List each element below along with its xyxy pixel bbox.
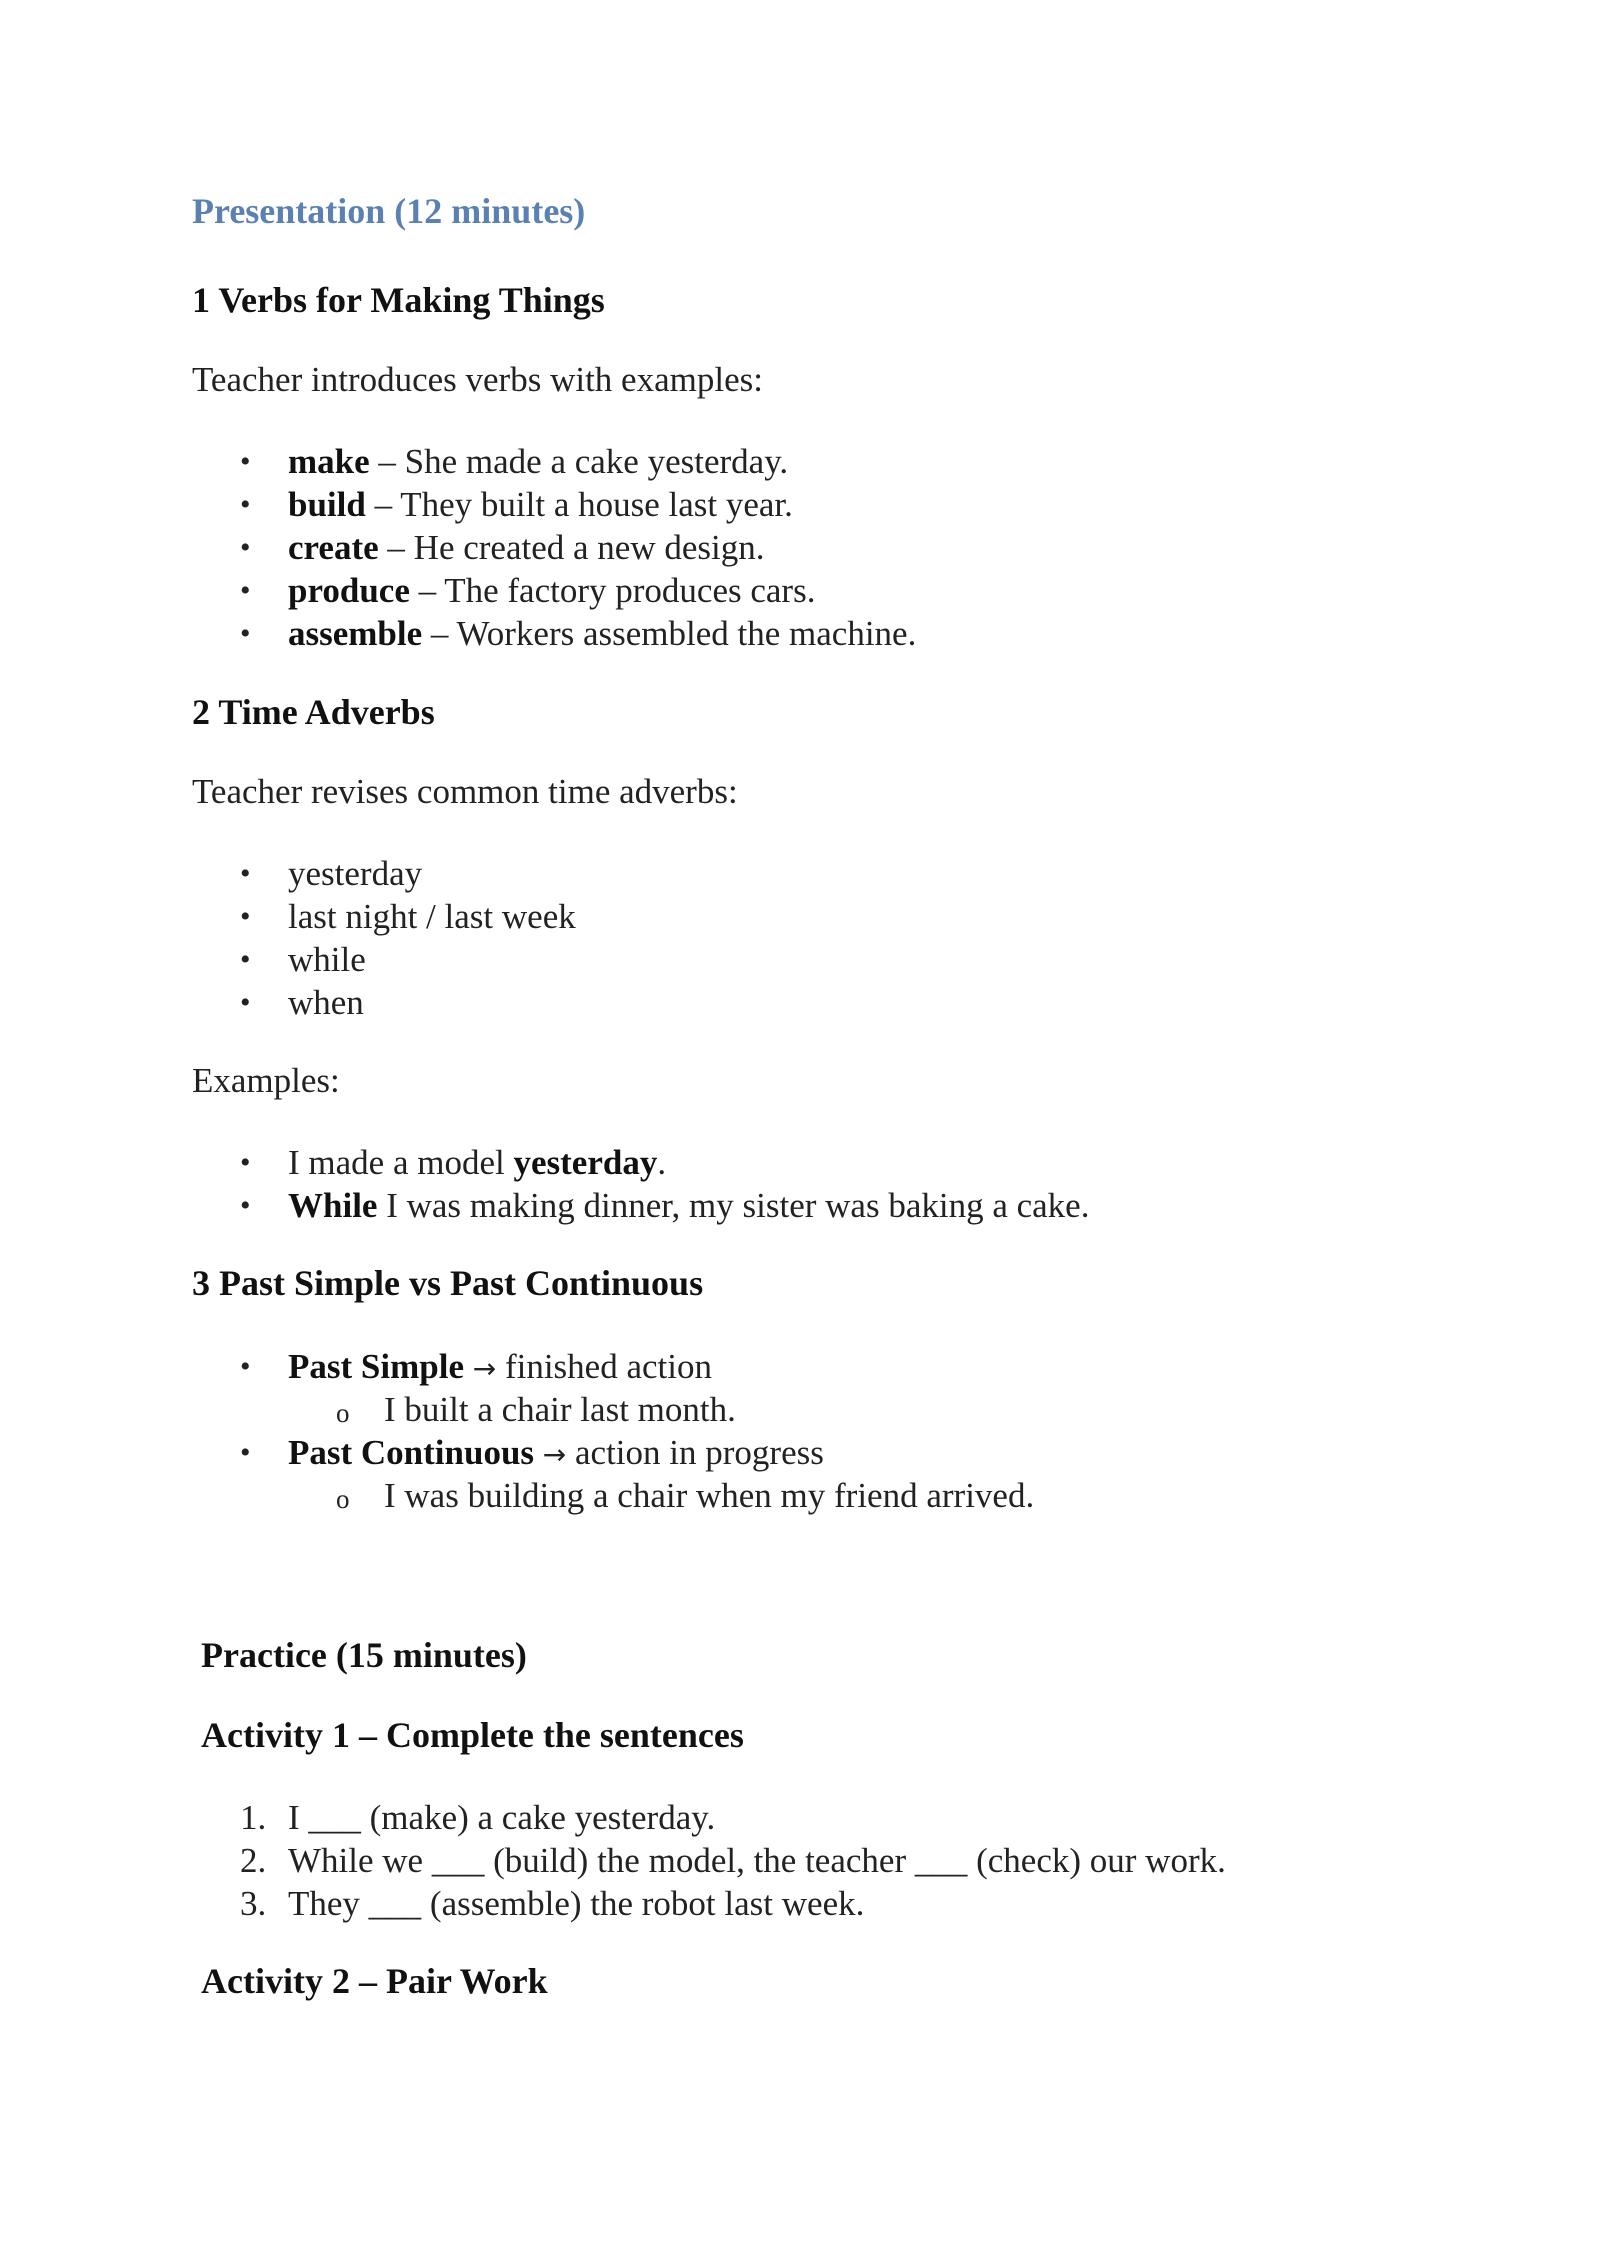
bullet-icon: • xyxy=(240,1436,251,1469)
item-number: 3. xyxy=(240,1884,267,1923)
list-item xyxy=(192,1184,1089,1227)
adverb: yesterday xyxy=(288,854,423,893)
tense-desc: action in progress xyxy=(575,1433,824,1472)
activity2-heading: Activity 2 – Pair Work xyxy=(201,1961,548,2001)
practice-heading: Practice (15 minutes) xyxy=(201,1635,527,1675)
arrow-right-icon: → xyxy=(542,1438,567,1471)
example-post: . xyxy=(657,1143,667,1182)
item-text: They ___ (assemble) the robot last week. xyxy=(288,1884,865,1923)
adverb: while xyxy=(288,940,366,979)
verbs-intro: Teacher introduces verbs with examples: xyxy=(192,360,763,399)
list-item xyxy=(192,852,576,895)
tense-example: I built a chair last month. xyxy=(384,1390,736,1429)
list-item xyxy=(192,1345,938,1388)
tense-example: I was building a chair when my friend arrived. xyxy=(384,1476,1035,1515)
verb-word: make xyxy=(288,442,370,481)
bullet-icon: • xyxy=(240,1146,251,1179)
list-item xyxy=(192,612,916,655)
bullet-icon: • xyxy=(240,617,251,650)
bullet-icon: • xyxy=(240,986,251,1019)
bullet-icon: • xyxy=(240,1350,251,1383)
tense-name: Past Simple xyxy=(288,1347,464,1386)
presentation-heading: Presentation (12 minutes) xyxy=(192,191,586,231)
bullet-icon: • xyxy=(240,943,251,976)
example-bold: yesterday xyxy=(513,1143,658,1182)
verb-example: – She made a cake yesterday. xyxy=(369,442,789,481)
list-item xyxy=(192,938,576,981)
sub-bullet-icon: o xyxy=(336,1398,350,1428)
tenses-list xyxy=(192,1345,1035,1517)
adverbs-list xyxy=(192,852,576,1024)
list-item xyxy=(192,1882,1226,1925)
list-item xyxy=(192,981,576,1024)
verb-example: – They built a house last year. xyxy=(365,485,793,524)
adverbs-intro: Teacher revises common time adverbs: xyxy=(192,772,738,811)
verb-word: produce xyxy=(288,571,410,610)
verbs-list xyxy=(192,440,916,655)
item-text: While we ___ (build) the model, the teacher ___ (check) our work. xyxy=(288,1841,1226,1880)
bullet-icon: • xyxy=(240,574,251,607)
bullet-icon: • xyxy=(240,488,251,521)
list-item xyxy=(192,1141,1089,1184)
list-item xyxy=(192,1474,1035,1517)
verb-example: – Workers assembled the machine. xyxy=(422,614,917,653)
bullet-icon: • xyxy=(240,531,251,564)
bullet-icon: • xyxy=(240,857,251,890)
list-item xyxy=(192,1388,938,1431)
adverb: last night / last week xyxy=(288,897,576,936)
examples-list xyxy=(192,1141,1089,1227)
list-item xyxy=(192,483,916,526)
example-pre: I made a model xyxy=(288,1143,514,1182)
list-item xyxy=(192,1796,1226,1839)
bullet-icon: • xyxy=(240,1189,251,1222)
arrow-right-icon: → xyxy=(472,1352,497,1385)
activity1-heading: Activity 1 – Complete the sentences xyxy=(201,1715,744,1755)
list-item xyxy=(192,895,576,938)
example-post: I was making dinner, my sister was baking a cake. xyxy=(377,1186,1090,1225)
item-number: 1. xyxy=(240,1798,267,1837)
examples-label: Examples: xyxy=(192,1061,340,1100)
example-bold: While xyxy=(288,1186,378,1225)
verbs-heading: 1 Verbs for Making Things xyxy=(192,280,605,320)
past-tenses-heading: 3 Past Simple vs Past Continuous xyxy=(192,1263,704,1303)
tense-desc: finished action xyxy=(504,1347,712,1386)
bullet-icon: • xyxy=(240,900,251,933)
adverbs-heading: 2 Time Adverbs xyxy=(192,692,435,732)
verb-example: – The factory produces cars. xyxy=(409,571,816,610)
item-number: 2. xyxy=(240,1841,267,1880)
verb-example: – He created a new design. xyxy=(378,528,765,567)
tense-name: Past Continuous xyxy=(288,1433,535,1472)
sub-bullet-icon: o xyxy=(336,1484,350,1514)
bullet-icon: • xyxy=(240,445,251,478)
list-item xyxy=(192,526,916,569)
verb-word: assemble xyxy=(288,614,423,653)
verb-word: create xyxy=(288,528,379,567)
activity1-list xyxy=(192,1796,1226,1925)
list-item xyxy=(192,1431,938,1474)
adverb: when xyxy=(288,983,364,1022)
list-item xyxy=(192,440,916,483)
list-item xyxy=(192,1839,1226,1882)
verb-word: build xyxy=(288,485,366,524)
item-text: I ___ (make) a cake yesterday. xyxy=(288,1798,716,1837)
list-item xyxy=(192,569,916,612)
